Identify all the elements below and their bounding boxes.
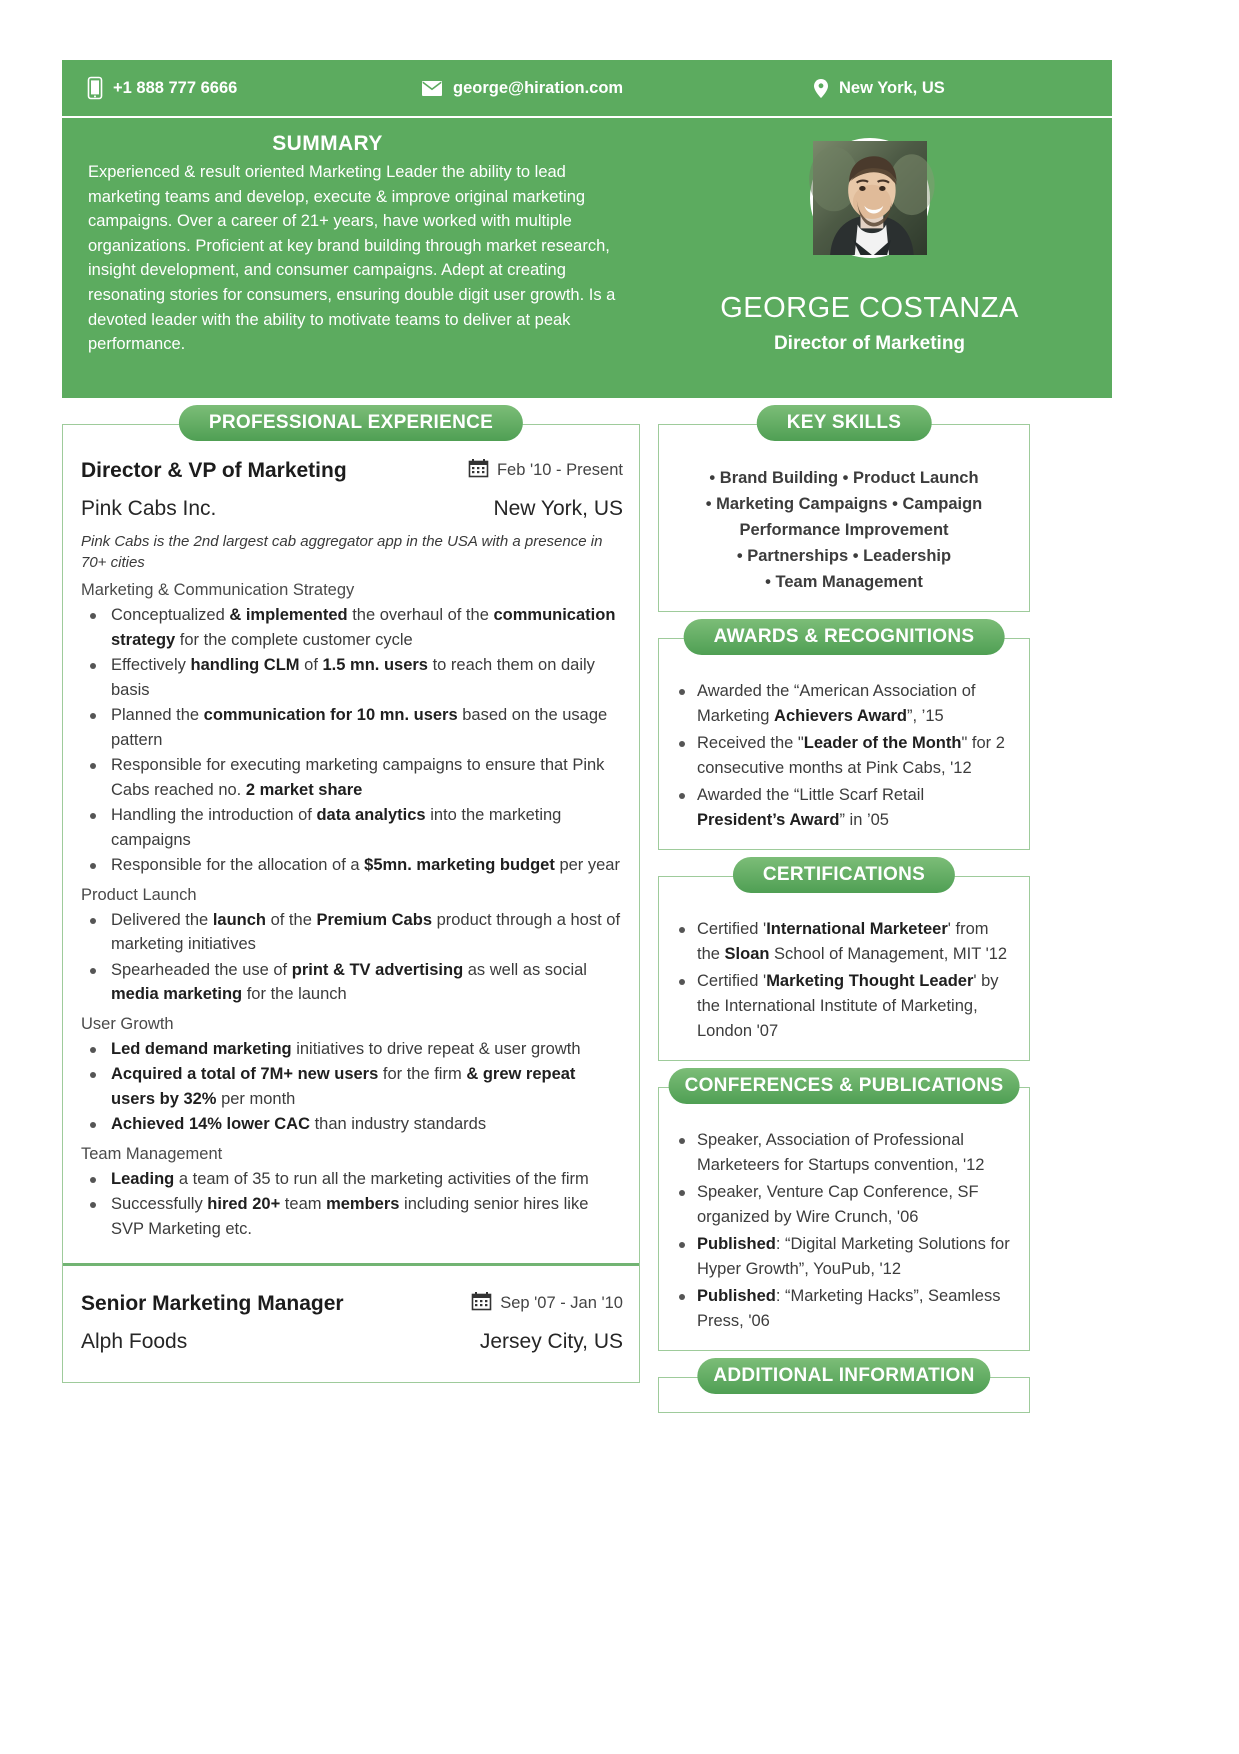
job-company-row (81, 1330, 623, 1354)
job-group-title: Product Launch (81, 885, 197, 904)
job-bullet-list (81, 908, 623, 1007)
job-bullet: Effectively handling CLM of 1.5 mn. users to reach them on daily basis (81, 653, 623, 702)
section-heading-key-skills: KEY SKILLS (757, 405, 932, 441)
job-bullet: Led demand marketing initiatives to drive repeat & user growth (81, 1037, 623, 1062)
job-location: Jersey City, US (479, 1330, 623, 1353)
job-company: Pink Cabs Inc. (81, 497, 217, 520)
section-heading-conferences: CONFERENCES & PUBLICATIONS (669, 1068, 1020, 1104)
summary-band (62, 118, 1112, 398)
certification-item: Certified 'Marketing Thought Leader' by the International Institute of Marketing, London '07 (663, 969, 1015, 1044)
job-bullet-list (81, 603, 623, 878)
job-group-title: Marketing & Communication Strategy (81, 581, 355, 599)
section-awards (658, 626, 1030, 850)
section-heading-experience: PROFESSIONAL EXPERIENCE (179, 405, 523, 441)
conference-item: Speaker, Venture Cap Conference, SF organized by Wire Crunch, '06 (663, 1180, 1015, 1230)
section-heading-additional: ADDITIONAL INFORMATION (697, 1358, 990, 1394)
job-date-text: Feb '10 - Present (496, 461, 623, 479)
job-date (469, 459, 623, 482)
resume-body (62, 398, 1112, 1439)
job-bullet: Achieved 14% lower CAC than industry standards (81, 1112, 623, 1137)
award-item: Awarded the “American Association of Marketing Achievers Award”, ’15 (663, 679, 1015, 729)
job-group-title: User Growth (81, 1014, 174, 1033)
certifications-list (659, 911, 1029, 1060)
key-skills-list (659, 459, 1029, 611)
summary-text: Experienced & result oriented Marketing Leader the ability to lead marketing teams and develop, execute & improve original marketing campaigns. Over a career of 21+ years, have worked with multiple organizations. Proficient at key brand building through market research, insight development, and consumer campaigns. Adept at creating resonating stories for consumers, ensuring double digit user growth. Is a devoted leader with the ability to motivate teams to deliver at peak performance. (88, 163, 616, 354)
contact-location (752, 79, 1112, 98)
key-skill-line: • Team Management (765, 573, 923, 591)
section-certifications (658, 864, 1030, 1061)
job-bullet: Delivered the launch of the Premium Cabs product through a host of marketing initiatives (81, 908, 623, 957)
section-additional-information (658, 1365, 1030, 1413)
job-bullet: Successfully hired 20+ team members including senior hires like SVP Marketing etc. (81, 1192, 623, 1241)
contact-location-text: New York, US (839, 78, 945, 97)
experience-job (63, 1263, 639, 1382)
envelope-icon (422, 81, 442, 96)
mobile-phone-icon (88, 77, 102, 99)
section-heading-certifications: CERTIFICATIONS (733, 857, 955, 893)
award-item: Received the "Leader of the Month" for 2 consecutive months at Pink Cabs, '12 (663, 731, 1015, 781)
experience-jobs (63, 459, 639, 1382)
summary-block (62, 132, 627, 382)
job-bullet: Leading a team of 35 to run all the marketing activities of the firm (81, 1167, 623, 1192)
person-name: GEORGE COSTANZA (720, 292, 1019, 324)
avatar (810, 138, 930, 258)
job-bullet: Responsible for executing marketing campaigns to ensure that Pink Cabs reached no. 2 market share (81, 753, 623, 802)
conference-item: Published: “Marketing Hacks”, Seamless Press, '06 (663, 1284, 1015, 1334)
conferences-list (659, 1122, 1029, 1350)
section-key-skills (658, 412, 1030, 612)
section-heading-awards: AWARDS & RECOGNITIONS (684, 619, 1005, 655)
job-bullet-list (81, 1037, 623, 1137)
job-bullet: Spearheaded the use of print & TV advertising as well as social media marketing for the launch (81, 958, 623, 1007)
job-title: Senior Marketing Manager (81, 1292, 344, 1315)
key-skill-line: Performance Improvement (739, 521, 949, 539)
contact-phone (62, 77, 422, 99)
section-professional-experience (62, 412, 640, 1383)
job-bullet: Conceptualized & implemented the overhaul of the communication strategy for the complete customer cycle (81, 603, 623, 652)
contact-phone-text: +1 888 777 6666 (113, 78, 238, 97)
job-date-text: Sep '07 - Jan '10 (500, 1294, 623, 1312)
job-header-row (81, 459, 623, 483)
job-location: New York, US (493, 497, 623, 520)
job-description: Pink Cabs is the 2nd largest cab aggregator app in the USA with a presence in 70+ cities (81, 533, 603, 571)
job-group-title: Team Management (81, 1144, 223, 1163)
summary-heading: SUMMARY (272, 132, 383, 155)
job-bullet-list (81, 1167, 623, 1242)
key-skill-line: • Marketing Campaigns • Campaign (705, 495, 983, 513)
calendar-icon (469, 459, 488, 482)
contact-email-text: george@hiration.com (453, 78, 624, 97)
resume-page (62, 60, 1112, 1754)
job-bullet: Handling the introduction of data analytics into the marketing campaigns (81, 803, 623, 852)
job-title: Director & VP of Marketing (81, 459, 347, 482)
job-date (472, 1292, 623, 1315)
map-pin-icon (814, 79, 828, 98)
key-skill-line: • Brand Building • Product Launch (709, 469, 979, 487)
key-skill-line: • Partnerships • Leadership (736, 547, 952, 565)
contact-bar (62, 60, 1112, 118)
job-company: Alph Foods (81, 1330, 188, 1353)
award-item: Awarded the “Little Scarf Retail President’s Award” in ’05 (663, 783, 1015, 833)
job-bullet: Planned the communication for 10 mn. users based on the usage pattern (81, 703, 623, 752)
job-bullet: Responsible for the allocation of a $5mn. marketing budget per year (81, 853, 623, 878)
left-column (62, 412, 640, 1439)
calendar-icon (472, 1292, 491, 1315)
job-header-row (81, 1292, 623, 1316)
contact-email (422, 79, 752, 98)
profile-block (627, 132, 1112, 382)
person-title: Director of Marketing (773, 333, 966, 354)
right-column (658, 412, 1030, 1439)
experience-job (63, 459, 639, 1263)
awards-list (659, 673, 1029, 849)
job-company-row (81, 497, 623, 521)
section-conferences (658, 1075, 1030, 1351)
conference-item: Speaker, Association of Professional Marketeers for Startups convention, '12 (663, 1128, 1015, 1178)
job-bullet: Acquired a total of 7M+ new users for the firm & grew repeat users by 32% per month (81, 1062, 623, 1111)
conference-item: Published: “Digital Marketing Solutions for Hyper Growth”, YouPub, '12 (663, 1232, 1015, 1282)
certification-item: Certified 'International Marketeer' from the Sloan School of Management, MIT '12 (663, 917, 1015, 967)
